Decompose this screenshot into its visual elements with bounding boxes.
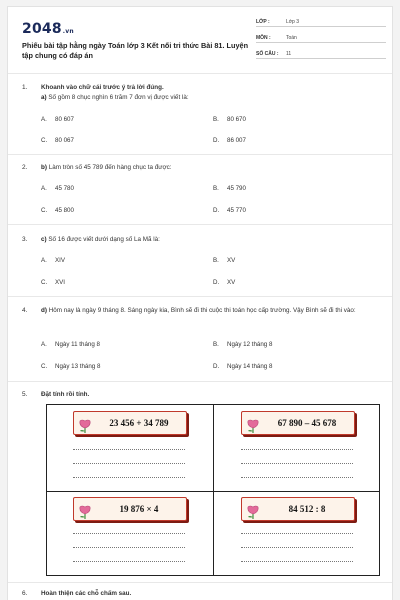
option-text: Ngày 11 tháng 8 [55, 341, 100, 348]
option-text: 86 007 [227, 137, 246, 144]
question-divider [8, 224, 392, 225]
answer-line[interactable] [241, 561, 353, 562]
meta-value: Lớp 3 [286, 19, 300, 25]
question-text-body: Số 16 được viết dưới dạng số La Mã là: [48, 236, 160, 243]
option-text: XIV [55, 257, 65, 264]
answer-line[interactable] [241, 477, 353, 478]
question-divider [8, 296, 392, 297]
question-text [41, 235, 381, 245]
option-letter: D. [213, 279, 220, 286]
question-number: 1. [22, 84, 28, 91]
expression-card [241, 411, 355, 435]
option-text: 80 607 [55, 116, 74, 123]
question-number: 6. [22, 590, 28, 597]
option-a[interactable] [41, 185, 74, 192]
option-letter: B. [213, 257, 219, 264]
flower-icon [246, 418, 260, 434]
logo-suffix: .vn [62, 28, 74, 35]
option-text: XVI [55, 279, 65, 286]
flower-icon [78, 504, 92, 520]
option-letter: B. [213, 116, 219, 123]
option-a[interactable] [41, 341, 100, 348]
option-letter: A. [41, 185, 47, 192]
flower-icon [246, 504, 260, 520]
answer-line[interactable] [73, 463, 185, 464]
grid-divider [213, 405, 214, 575]
question-text [41, 163, 381, 173]
expression-card [73, 497, 187, 521]
option-letter: D. [213, 137, 220, 144]
option-c[interactable] [41, 279, 65, 286]
logo-text: 2048 [22, 21, 62, 37]
option-letter: D. [213, 207, 220, 214]
option-letter: C. [41, 207, 48, 214]
site-logo[interactable] [22, 21, 74, 37]
option-letter: B. [213, 341, 219, 348]
option-text: 45 800 [55, 207, 74, 214]
option-letter: A. [41, 257, 47, 264]
grid-divider [47, 491, 379, 492]
option-a[interactable] [41, 257, 65, 264]
question-number: 3. [22, 236, 28, 243]
question-text-body: Làm tròn số 45 789 đến hàng chục ta được: [48, 164, 172, 171]
meta-value: Toán [286, 35, 297, 41]
answer-line[interactable] [73, 533, 185, 534]
question-divider [8, 381, 392, 382]
question-number: 5. [22, 391, 28, 398]
sub-label: c) [41, 236, 47, 243]
answer-line[interactable] [241, 533, 353, 534]
expression-text: 23 456 + 34 789 [109, 418, 169, 428]
question-number: 4. [22, 307, 28, 314]
expression-text: 67 890 – 45 678 [277, 418, 337, 428]
option-d[interactable] [213, 207, 246, 214]
option-b[interactable] [213, 257, 235, 264]
expression-text: 19 876 × 4 [119, 504, 159, 514]
question-divider [8, 154, 392, 155]
answer-line[interactable] [73, 561, 185, 562]
worksheet-page [7, 6, 393, 600]
question-text [41, 306, 381, 316]
option-letter: D. [213, 363, 220, 370]
question-heading: Hoàn thiện các chỗ chấm sau. [41, 590, 132, 597]
answer-line[interactable] [241, 547, 353, 548]
option-text: 45 790 [227, 185, 246, 192]
option-letter: A. [41, 116, 47, 123]
question-text-body: Số gồm 8 chục nghìn 6 trăm 7 đơn vị được viết là: [48, 94, 189, 101]
answer-line[interactable] [73, 547, 185, 548]
meta-value: 11 [286, 51, 292, 57]
option-b[interactable] [213, 185, 246, 192]
option-text: Ngày 12 tháng 8 [227, 341, 273, 348]
answer-line[interactable] [73, 477, 185, 478]
option-a[interactable] [41, 116, 74, 123]
answer-line[interactable] [241, 449, 353, 450]
expression-text: 84 512 : 8 [288, 504, 326, 514]
option-letter: B. [213, 185, 219, 192]
meta-class [256, 17, 386, 27]
worksheet-title: Phiếu bài tập hằng ngày Toán lớp 3 Kết nối tri thức Bài 81. Luyện tập chung có đáp án [22, 41, 249, 60]
answer-line[interactable] [73, 449, 185, 450]
expression-card [73, 411, 187, 435]
answer-line[interactable] [241, 463, 353, 464]
option-text: 45 780 [55, 185, 74, 192]
header-divider [8, 73, 392, 74]
option-c[interactable] [41, 363, 100, 370]
sub-label: b) [41, 164, 47, 171]
question-text-body: Hôm nay là ngày 9 tháng 8. Sáng ngày kia, Bình sẽ đi thi cuộc thi toán học cấp trường. Vậy Bình sẽ đi thi vào: [48, 307, 356, 314]
expression-card [241, 497, 355, 521]
sub-label: d) [41, 307, 47, 314]
option-letter: A. [41, 341, 47, 348]
option-d[interactable] [213, 363, 272, 370]
calculation-grid [46, 404, 380, 576]
option-text: 80 067 [55, 137, 74, 144]
sub-label: a) [41, 94, 47, 101]
option-letter: C. [41, 279, 48, 286]
option-text: Ngày 13 tháng 8 [55, 363, 101, 370]
option-b[interactable] [213, 341, 272, 348]
flower-icon [78, 418, 92, 434]
option-text: 45 770 [227, 207, 246, 214]
option-text: XV [227, 257, 236, 264]
meta-question-count [256, 49, 386, 59]
meta-subject [256, 33, 386, 43]
option-letter: C. [41, 137, 48, 144]
option-text: Ngày 14 tháng 8 [227, 363, 273, 370]
option-letter: C. [41, 363, 48, 370]
question-text [41, 93, 381, 103]
question-number: 2. [22, 164, 28, 171]
option-text: XV [227, 279, 236, 286]
option-text: 80 670 [227, 116, 246, 123]
question-heading: Đặt tính rồi tính. [41, 391, 90, 398]
question-divider [8, 582, 392, 583]
meta-key: SỐ CÂU : [256, 51, 279, 57]
option-d[interactable] [213, 137, 246, 144]
meta-key: MÔN : [256, 35, 271, 41]
option-c[interactable] [41, 207, 74, 214]
option-b[interactable] [213, 116, 246, 123]
meta-key: LỚP : [256, 19, 270, 25]
option-d[interactable] [213, 279, 235, 286]
option-c[interactable] [41, 137, 74, 144]
question-heading: Khoanh vào chữ cái trước ý trả lời đúng. [41, 84, 164, 91]
